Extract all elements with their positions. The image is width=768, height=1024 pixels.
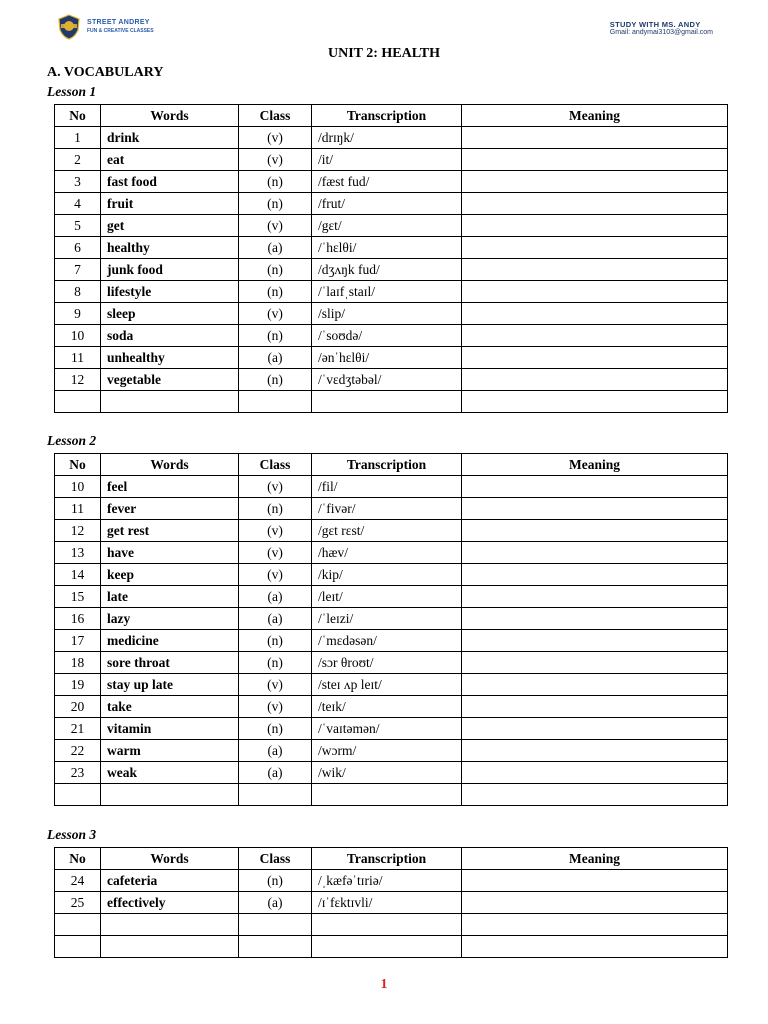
table-row [55,520,728,542]
column-header-class: Class [239,848,312,870]
cell-class: (n) [239,369,312,391]
cell-class: (v) [239,303,312,325]
column-header-no: No [55,105,101,127]
table-row [55,281,728,303]
cell-no: 5 [55,215,101,237]
cell-class: (a) [239,586,312,608]
column-header-class: Class [239,454,312,476]
cell-transcription: /fil/ [312,476,462,498]
cell-class: (n) [239,652,312,674]
cell-no: 18 [55,652,101,674]
lesson-3-label: Lesson 3 [47,827,97,842]
table-row [55,259,728,281]
cell-transcription: /wik/ [312,762,462,784]
cell-transcription: /kip/ [312,564,462,586]
lesson-1-label: Lesson 1 [47,84,97,99]
shield-logo-icon [57,14,81,40]
cell-class: (n) [239,259,312,281]
cell-no: 17 [55,630,101,652]
cell-class [239,936,312,958]
cell-meaning[interactable] [462,237,728,259]
cell-meaning[interactable] [462,892,728,914]
cell-no: 12 [55,520,101,542]
cell-no: 1 [55,127,101,149]
cell-transcription: /it/ [312,149,462,171]
cell-transcription: /sɔr θroʊt/ [312,652,462,674]
cell-class [239,784,312,806]
cell-transcription: /ˈfivər/ [312,498,462,520]
cell-class: (v) [239,476,312,498]
cell-word: junk food [101,259,239,281]
cell-word: keep [101,564,239,586]
cell-meaning[interactable] [462,303,728,325]
cell-no: 9 [55,303,101,325]
cell-class: (v) [239,520,312,542]
table-row [55,652,728,674]
cell-meaning[interactable] [462,630,728,652]
cell-transcription: /ənˈhɛlθi/ [312,347,462,369]
table-row [55,369,728,391]
table-row [55,325,728,347]
cell-word [101,936,239,958]
cell-class: (a) [239,762,312,784]
cell-transcription: /ˈsoʊdə/ [312,325,462,347]
column-header-word: Words [101,848,239,870]
cell-meaning[interactable] [462,608,728,630]
table-row [55,149,728,171]
cell-meaning[interactable] [462,696,728,718]
cell-meaning[interactable] [462,171,728,193]
cell-transcription: /leɪt/ [312,586,462,608]
cell-transcription: /fæst fud/ [312,171,462,193]
vocab-table-lesson-2 [54,453,728,806]
cell-no [55,936,101,958]
vocab-table-lesson-1 [54,104,728,413]
cell-meaning[interactable] [462,193,728,215]
column-header-meaning: Meaning [462,848,728,870]
table-row [55,127,728,149]
cell-transcription: /ˌkæfəˈtɪriə/ [312,870,462,892]
cell-meaning[interactable] [462,718,728,740]
cell-no: 10 [55,325,101,347]
table-row [55,215,728,237]
cell-meaning[interactable] [462,870,728,892]
table-row [55,476,728,498]
cell-class [239,914,312,936]
cell-meaning[interactable] [462,652,728,674]
cell-class: (n) [239,281,312,303]
cell-transcription: /slip/ [312,303,462,325]
cell-transcription [312,914,462,936]
column-header-word: Words [101,454,239,476]
cell-no: 11 [55,498,101,520]
cell-class: (v) [239,542,312,564]
table-row [55,347,728,369]
cell-class: (n) [239,630,312,652]
cell-word: stay up late [101,674,239,696]
cell-class: (n) [239,171,312,193]
lesson-2-label: Lesson 2 [47,433,97,448]
cell-no: 4 [55,193,101,215]
cell-meaning[interactable] [462,914,728,936]
cell-no: 10 [55,476,101,498]
cell-no [55,914,101,936]
page-number: 1 [380,977,388,992]
cell-meaning[interactable] [462,542,728,564]
cell-word: fast food [101,171,239,193]
cell-word [101,784,239,806]
cell-transcription: /ˈleɪzi/ [312,608,462,630]
cell-meaning[interactable] [462,586,728,608]
cell-meaning[interactable] [462,325,728,347]
school-logo [57,14,177,40]
cell-no: 15 [55,586,101,608]
column-header-meaning: Meaning [462,454,728,476]
table-row [55,892,728,914]
cell-class: (a) [239,347,312,369]
cell-no: 16 [55,608,101,630]
cell-meaning[interactable] [462,347,728,369]
cell-transcription: /frut/ [312,193,462,215]
cell-meaning[interactable] [462,215,728,237]
cell-no: 8 [55,281,101,303]
cell-word [101,914,239,936]
cell-word: fever [101,498,239,520]
cell-class: (v) [239,215,312,237]
cell-class: (n) [239,193,312,215]
table-row [55,696,728,718]
table-row [55,608,728,630]
cell-meaning[interactable] [462,369,728,391]
cell-no: 21 [55,718,101,740]
table-row [55,542,728,564]
cell-class: (n) [239,870,312,892]
cell-class: (n) [239,325,312,347]
cell-transcription: /gɛt/ [312,215,462,237]
cell-no: 22 [55,740,101,762]
section-heading: A. VOCABULARY [47,65,164,80]
cell-word: drink [101,127,239,149]
table-row [55,718,728,740]
column-header-transcription: Transcription [312,454,462,476]
cell-class: (a) [239,237,312,259]
cell-word: have [101,542,239,564]
cell-transcription [312,936,462,958]
cell-transcription [312,784,462,806]
cell-class: (v) [239,149,312,171]
table-row [55,740,728,762]
cell-no [55,784,101,806]
cell-no: 6 [55,237,101,259]
table-row [55,936,728,958]
cell-no: 11 [55,347,101,369]
cell-no [55,391,101,413]
cell-word: medicine [101,630,239,652]
cell-meaning[interactable] [462,762,728,784]
table-header-row [55,848,728,870]
cell-transcription: /wɔrm/ [312,740,462,762]
table-row [55,171,728,193]
cell-word: healthy [101,237,239,259]
cell-word: vegetable [101,369,239,391]
cell-no: 12 [55,369,101,391]
cell-meaning[interactable] [462,520,728,542]
cell-transcription: /steɪ ʌp leɪt/ [312,674,462,696]
cell-word: sore throat [101,652,239,674]
cell-word: eat [101,149,239,171]
cell-transcription: /ˈvaɪtəmən/ [312,718,462,740]
cell-meaning[interactable] [462,281,728,303]
cell-meaning[interactable] [462,674,728,696]
cell-word: vitamin [101,718,239,740]
cell-class: (a) [239,892,312,914]
cell-word: effectively [101,892,239,914]
cell-class: (v) [239,696,312,718]
table-row [55,193,728,215]
teacher-contact [610,20,713,36]
cell-word: weak [101,762,239,784]
table-header-row [55,454,728,476]
cell-no: 3 [55,171,101,193]
cell-transcription: /ˈvɛdʒtəbəl/ [312,369,462,391]
cell-word: late [101,586,239,608]
cell-transcription: /ˈlaɪfˌstaɪl/ [312,281,462,303]
cell-transcription: /teɪk/ [312,696,462,718]
table-row [55,784,728,806]
cell-class: (a) [239,608,312,630]
cell-word: get rest [101,520,239,542]
cell-no: 20 [55,696,101,718]
cell-transcription: /dʒʌŋk fud/ [312,259,462,281]
cell-no: 25 [55,892,101,914]
table-row [55,498,728,520]
table-row [55,586,728,608]
cell-transcription: /ɪˈfɛktɪvli/ [312,892,462,914]
cell-class: (v) [239,564,312,586]
cell-no: 14 [55,564,101,586]
cell-meaning[interactable] [462,391,728,413]
cell-word: lifestyle [101,281,239,303]
cell-class: (n) [239,498,312,520]
table-row [55,564,728,586]
table-row [55,630,728,652]
cell-class [239,391,312,413]
cell-class: (n) [239,718,312,740]
cell-no: 19 [55,674,101,696]
logo-name: STREET ANDREY [87,19,150,26]
study-email: Gmail: andymai3103@gmail.com [609,29,713,36]
cell-no: 7 [55,259,101,281]
cell-word: cafeteria [101,870,239,892]
cell-word: lazy [101,608,239,630]
cell-word: take [101,696,239,718]
cell-transcription: /drɪŋk/ [312,127,462,149]
logo-tagline: FUN & CREATIVE CLASSES [87,28,154,34]
column-header-transcription: Transcription [312,848,462,870]
cell-transcription [312,391,462,413]
cell-word: unhealthy [101,347,239,369]
vocab-table-lesson-3 [54,847,728,958]
cell-transcription: /hæv/ [312,542,462,564]
cell-class: (v) [239,674,312,696]
table-row [55,674,728,696]
cell-meaning[interactable] [462,498,728,520]
cell-word [101,391,239,413]
table-row [55,237,728,259]
table-row [55,870,728,892]
table-row [55,762,728,784]
cell-class: (v) [239,127,312,149]
cell-meaning[interactable] [462,259,728,281]
column-header-class: Class [239,105,312,127]
cell-word: soda [101,325,239,347]
cell-no: 24 [55,870,101,892]
cell-no: 13 [55,542,101,564]
cell-word: feel [101,476,239,498]
cell-no: 2 [55,149,101,171]
cell-word: get [101,215,239,237]
study-title: STUDY WITH MS. ANDY [609,20,701,29]
cell-class: (a) [239,740,312,762]
cell-no: 23 [55,762,101,784]
table-row [55,914,728,936]
cell-meaning[interactable] [462,784,728,806]
table-row [55,391,728,413]
cell-meaning[interactable] [462,936,728,958]
cell-word: sleep [101,303,239,325]
table-row [55,303,728,325]
cell-meaning[interactable] [462,476,728,498]
cell-meaning[interactable] [462,564,728,586]
cell-transcription: /ˈmɛdəsən/ [312,630,462,652]
column-header-transcription: Transcription [312,105,462,127]
cell-transcription: /ˈhɛlθi/ [312,237,462,259]
cell-word: fruit [101,193,239,215]
cell-transcription: /gɛt rɛst/ [312,520,462,542]
cell-meaning[interactable] [462,149,728,171]
cell-meaning[interactable] [462,127,728,149]
cell-meaning[interactable] [462,740,728,762]
column-header-no: No [55,454,101,476]
column-header-meaning: Meaning [462,105,728,127]
column-header-no: No [55,848,101,870]
table-header-row [55,105,728,127]
column-header-word: Words [101,105,239,127]
page-title: UNIT 2: HEALTH [327,46,441,61]
cell-word: warm [101,740,239,762]
